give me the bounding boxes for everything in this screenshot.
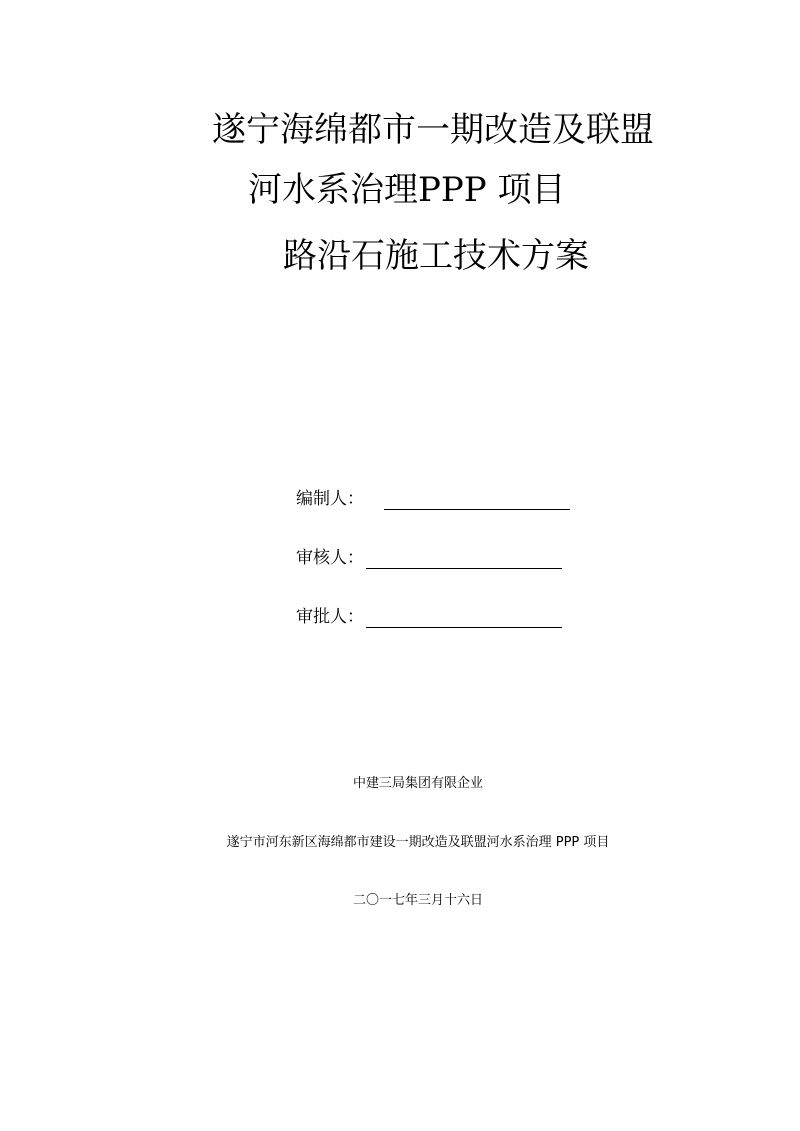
editor-signature-line <box>384 491 570 510</box>
approver-label: 审批人： <box>296 607 364 627</box>
document-title-line-3: 路沿石施工技术方案 <box>283 236 589 276</box>
editor-label: 编制人： <box>296 489 364 509</box>
reviewer-label: 审核人： <box>296 548 364 568</box>
document-title-line-2: 河水系治理PPP 项目 <box>248 170 566 210</box>
reviewer-signature-row <box>296 547 562 569</box>
document-title-line-1: 遂宁海绵都市一期改造及联盟 <box>212 110 654 150</box>
editor-signature-row <box>296 488 570 510</box>
approver-signature-row <box>296 606 562 628</box>
approver-signature-line <box>366 609 562 628</box>
project-name: 遂宁市河东新区海绵都市建设一期改造及联盟河水系治理 PPP 项目 <box>226 835 610 850</box>
document-date: 二〇一七年三月十六日 <box>352 893 483 908</box>
company-name: 中建三局集团有限企业 <box>352 776 483 791</box>
reviewer-signature-line <box>366 550 562 569</box>
